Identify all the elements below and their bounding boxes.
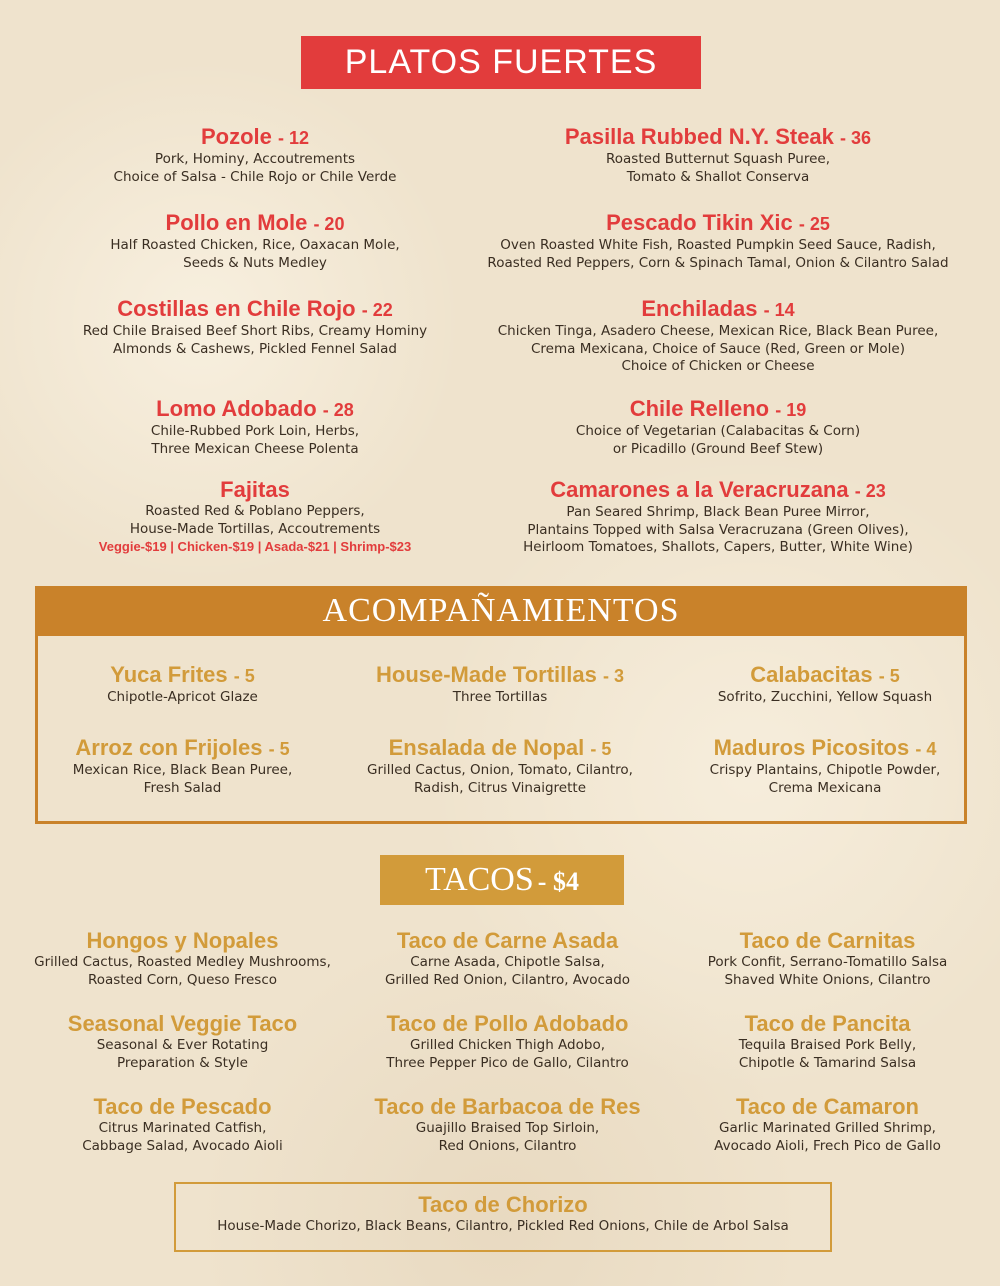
item-name: Taco de Pollo Adobado [386, 1011, 629, 1036]
item-name: Chile Relleno - 19 [629, 396, 807, 421]
taco-carnitas [670, 928, 985, 989]
item-name: Taco de Carne Asada [396, 928, 619, 953]
tacos-banner [380, 855, 624, 905]
taco-seasonal-veggie [10, 1011, 355, 1072]
item-name: Pozole - 12 [200, 124, 310, 149]
item-desc: House-Made Chorizo, Black Beans, Cilantro, Pickled Red Onions, Chile de Arbol Salsa [217, 1218, 789, 1234]
item-name: Arroz con Frijoles - 5 [75, 735, 290, 760]
acompanamientos-title: ACOMPAÑAMIENTOS [322, 592, 680, 629]
item-name: Ensalada de Nopal - 5 [388, 735, 612, 760]
item-name: Lomo Adobado - 28 [156, 396, 354, 421]
item-name: Hongos y Nopales [86, 928, 279, 953]
item-desc: Carne Asada, Chipotle Salsa, [410, 954, 605, 970]
menu-item-pollo-en-mole [55, 210, 455, 272]
item-desc: Crema Mexicana, Choice of Sauce (Red, Green or Mole) [531, 340, 905, 357]
menu-item-pozole [55, 124, 455, 186]
menu-item-pescado-tikin-xic [468, 210, 968, 272]
item-name: Yuca Frites - 5 [110, 662, 255, 687]
item-name: Seasonal Veggie Taco [67, 1011, 298, 1036]
item-desc: Grilled Cactus, Onion, Tomato, Cilantro, [367, 762, 633, 778]
item-desc: Heirloom Tomatoes, Shallots, Capers, Butter, White Wine) [523, 539, 913, 555]
item-desc: Red Onions, Cilantro [438, 1137, 577, 1154]
item-name: Taco de Barbacoa de Res [374, 1094, 641, 1119]
item-desc: Seasonal & Ever Rotating [96, 1037, 269, 1053]
item-desc: Half Roasted Chicken, Rice, Oaxacan Mole, [110, 237, 400, 253]
item-desc: Mexican Rice, Black Bean Puree, [72, 762, 293, 778]
item-desc: Choice of Salsa - Chile Rojo or Chile Verde [113, 168, 397, 185]
item-desc: Red Chile Braised Beef Short Ribs, Creamy Hominy [82, 323, 428, 339]
item-desc: Plantains Topped with Salsa Veracruzana (Green Olives), [527, 521, 909, 538]
item-name: Maduros Picositos - 4 [713, 735, 937, 760]
item-name: Taco de Camaron [736, 1094, 919, 1119]
item-name: Pasilla Rubbed N.Y. Steak - 36 [564, 124, 872, 149]
item-desc: Chipotle & Tamarind Salsa [738, 1054, 917, 1071]
tacos-price: - $4 [537, 867, 579, 896]
item-desc: Garlic Marinated Grilled Shrimp, [719, 1120, 936, 1136]
taco-pollo-adobado [345, 1011, 670, 1072]
item-desc: Fresh Salad [143, 779, 222, 796]
tacos-title: TACOS [425, 861, 534, 898]
item-name: Taco de Pescado [93, 1094, 272, 1119]
side-yuca-frites [40, 662, 325, 707]
item-desc: Three Pepper Pico de Gallo, Cilantro [386, 1054, 629, 1071]
item-desc: Crema Mexicana [768, 779, 882, 796]
item-desc: Chile-Rubbed Pork Loin, Herbs, [150, 423, 360, 439]
item-desc: Roasted Red Peppers, Corn & Spinach Tamal, Onion & Cilantro Salad [487, 254, 949, 271]
item-desc: Pork Confit, Serrano-Tomatillo Salsa [707, 954, 948, 970]
item-desc: House-Made Tortillas, Accoutrements [129, 520, 381, 537]
item-desc: Almonds & Cashews, Pickled Fennel Salad [113, 340, 397, 357]
item-name: Enchiladas - 14 [641, 296, 795, 321]
taco-chorizo [174, 1192, 832, 1236]
item-desc: Avocado Aioli, Frech Pico de Gallo [714, 1137, 941, 1154]
menu-item-enchiladas [468, 296, 968, 376]
item-desc: Radish, Citrus Vinaigrette [413, 779, 587, 796]
item-desc: Pork, Hominy, Accoutrements [154, 151, 356, 167]
item-desc: Choice of Vegetarian (Calabacitas & Corn) [575, 423, 861, 439]
item-desc: Oven Roasted White Fish, Roasted Pumpkin Seed Sauce, Radish, [500, 237, 936, 253]
item-name: Camarones a la Veracruzana - 23 [550, 477, 886, 502]
item-desc: Cabbage Salad, Avocado Aioli [82, 1137, 283, 1154]
item-desc: Citrus Marinated Catfish, [98, 1120, 267, 1136]
menu-item-camarones [468, 477, 968, 557]
item-desc: Guajillo Braised Top Sirloin, [415, 1120, 600, 1136]
fajitas-prices: Veggie-$19 | Chicken-$19 | Asada-$21 | Shrimp-$23 [98, 539, 412, 554]
item-name: Pollo en Mole - 20 [165, 210, 345, 235]
menu-item-costillas [55, 296, 455, 358]
item-desc: Grilled Cactus, Roasted Medley Mushrooms, [34, 954, 331, 970]
item-name: House-Made Tortillas - 3 [376, 662, 624, 687]
menu-item-fajitas [55, 477, 455, 555]
taco-pescado [10, 1094, 355, 1155]
item-desc: Roasted Butternut Squash Puree, [606, 151, 830, 167]
item-name: Taco de Pancita [744, 1011, 911, 1036]
item-name: Taco de Chorizo [418, 1192, 588, 1217]
item-desc: Grilled Chicken Thigh Adobo, [410, 1037, 605, 1053]
item-desc: Sofrito, Zucchini, Yellow Squash [717, 689, 933, 705]
side-house-made-tortillas [345, 662, 655, 707]
item-desc: Crispy Plantains, Chipotle Powder, [709, 762, 941, 778]
side-arroz-con-frijoles [40, 735, 325, 797]
item-desc: Preparation & Style [116, 1054, 248, 1071]
item-desc: Tequila Braised Pork Belly, [738, 1037, 917, 1053]
taco-barbacoa-de-res [345, 1094, 670, 1155]
platos-fuertes-banner [301, 36, 701, 89]
item-desc: Pan Seared Shrimp, Black Bean Puree Mirror, [566, 504, 870, 520]
item-desc: Chicken Tinga, Asadero Cheese, Mexican Rice, Black Bean Puree, [497, 323, 939, 339]
taco-carne-asada [345, 928, 670, 989]
side-maduros-picositos [675, 735, 975, 797]
item-desc: Seeds & Nuts Medley [183, 254, 327, 271]
taco-hongos-y-nopales [10, 928, 355, 989]
item-desc: Shaved White Onions, Cilantro [724, 971, 931, 988]
item-desc: Tomato & Shallot Conserva [626, 168, 810, 185]
item-desc: Grilled Red Onion, Cilantro, Avocado [384, 971, 631, 988]
item-desc: Roasted Red & Poblano Peppers, [145, 503, 365, 519]
menu-item-pasilla-steak [468, 124, 968, 186]
item-desc: Three Tortillas [452, 689, 548, 705]
menu-item-lomo-adobado [55, 396, 455, 458]
side-calabacitas [675, 662, 975, 707]
item-name: Calabacitas - 5 [750, 662, 900, 687]
item-desc: Roasted Corn, Queso Fresco [87, 971, 278, 988]
taco-camaron [670, 1094, 985, 1155]
item-desc: Choice of Chicken or Cheese [621, 358, 815, 374]
item-desc: or Picadillo (Ground Beef Stew) [612, 440, 824, 457]
item-name: Pescado Tikin Xic - 25 [606, 210, 830, 235]
taco-pancita [670, 1011, 985, 1072]
item-desc: Three Mexican Cheese Polenta [151, 440, 359, 457]
side-ensalada-de-nopal [345, 735, 655, 797]
menu-item-chile-relleno [468, 396, 968, 458]
acompanamientos-banner [35, 586, 967, 636]
item-name: Taco de Carnitas [739, 928, 916, 953]
item-name: Costillas en Chile Rojo - 22 [117, 296, 393, 321]
item-desc: Chipotle-Apricot Glaze [107, 689, 258, 705]
item-name: Fajitas [220, 477, 290, 502]
platos-fuertes-title: PLATOS FUERTES [344, 43, 658, 81]
